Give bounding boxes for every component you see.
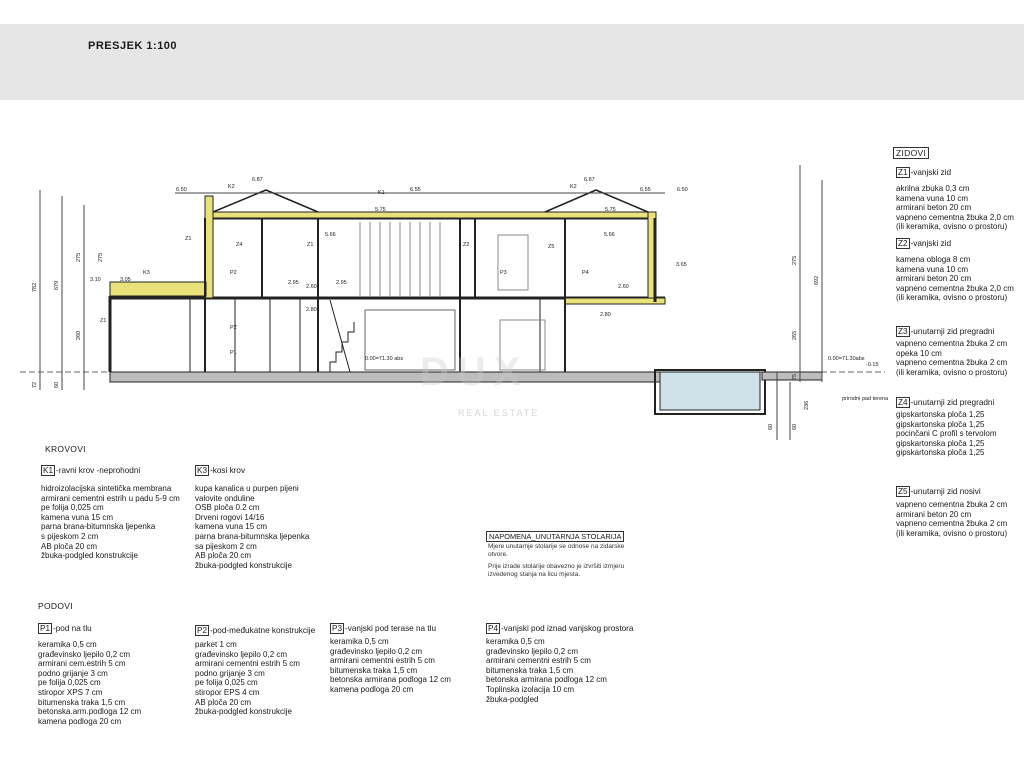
dim-label: 265 [792, 330, 798, 340]
layer-tag: P2 [230, 325, 237, 331]
dim-label: 275 [76, 252, 82, 262]
dim-label: 6.50 [677, 187, 688, 193]
layer-tag: K3 [143, 270, 150, 276]
layer-line: pe folija 0,025 cm [38, 678, 101, 688]
layer-block-p4 [486, 624, 633, 704]
note-line: otvore. [488, 551, 508, 558]
layer-line: žbuka-podgled konstrukcije [41, 551, 138, 561]
layer-code: Z2 [898, 239, 908, 248]
layer-line: vapneno cementna žbuka 2,0 cm [896, 283, 1014, 293]
dim-label: 3.65 [676, 262, 687, 268]
layer-line: pe folija 0,025 cm [41, 503, 104, 513]
pool [660, 372, 760, 410]
layer-tag: Z4 [236, 242, 243, 248]
level-label: -0.15 [866, 362, 879, 368]
layer-line: parket 1 cm [195, 640, 237, 649]
layer-line: žbuka-podgled konstrukcije [195, 707, 292, 717]
layer-title: -kosi krov [210, 466, 246, 475]
layer-tag: Z1 [100, 318, 107, 324]
layer-line: gipskartonska ploča 1,25 [896, 410, 985, 419]
layer-title: -pod na tlu [53, 624, 92, 633]
dim-label: 6.55 [640, 187, 651, 193]
layer-line: bitumenska traka 1,5 cm [486, 665, 574, 675]
layer-line: Drveni rogovi 14/16 [195, 512, 265, 522]
layer-line: AB ploča 20 cm [41, 541, 98, 551]
stair-rail [330, 300, 350, 372]
layer-title: -unutarnji zid pregradni [910, 398, 995, 407]
section-heading-krovovi: KROVOVI [45, 444, 86, 454]
insulation-k3 [110, 282, 206, 296]
layer-line: hidroizolacijska sintetička membrana [41, 484, 172, 493]
dim-label: 275 [792, 255, 798, 265]
layer-line: građevinsko ljepilo 0,2 cm [330, 646, 423, 656]
layer-block-k1 [41, 466, 180, 561]
dim-label: 236 [804, 400, 810, 410]
dim-label: 3.10 [90, 277, 101, 283]
dim-label: 2.95 [288, 280, 299, 286]
layer-block-z3 [896, 327, 1007, 377]
layer-line: bitumenska traka 1,5 cm [330, 665, 418, 675]
layer-line: žbuka-podgled konstrukcije [195, 560, 292, 570]
layer-tag: K2 [228, 184, 235, 190]
layer-code: Z5 [898, 487, 908, 496]
layer-line: armirani cem.estrih 5 cm [38, 659, 126, 669]
insulation-p4 [565, 298, 665, 304]
layer-title: -ravni krov -neprohodni [56, 466, 141, 475]
layer-line: keramika 0,5 cm [330, 637, 389, 646]
layer-line: kamena vuna 15 cm [195, 522, 268, 532]
layer-tag: Z1 [307, 242, 314, 248]
dim-label: 6.87 [252, 177, 263, 183]
layer-code: K1 [43, 466, 54, 475]
dim-label: 2.60 [618, 284, 629, 290]
layer-line: stiropor EPS 4 cm [195, 687, 260, 697]
layer-line: betonska armirana podloga 12 cm [330, 675, 451, 685]
dim-label: 260 [76, 330, 82, 340]
drawing-title: PRESJEK 1:100 [88, 40, 178, 52]
watermark-tagline: REAL ESTATE [458, 408, 540, 418]
level-label: prirodni pad terena [842, 396, 889, 402]
layer-code: Z4 [898, 398, 908, 407]
layer-line: parna brana-bitumnska ljepenka [195, 531, 310, 541]
layer-block-p3 [330, 624, 451, 695]
layer-line: kamena vuna 10 cm [896, 264, 969, 274]
stair [330, 322, 354, 372]
level-label: 0.00=71.30 abs [365, 356, 404, 362]
layer-block-p2 [195, 626, 315, 717]
layer-line: kamena obloga 8 cm [896, 255, 971, 264]
layer-title: -unutarnji zid nosivi [910, 487, 981, 496]
layer-title: -pod-međukatne konstrukcije [210, 626, 316, 635]
dim-label: 5.66 [604, 232, 615, 238]
layer-line: betonska.arm.podloga 12 cm [38, 707, 142, 717]
layer-line: vapneno cementna žbuka 2 cm [896, 358, 1008, 368]
layer-tag: Z2 [463, 242, 470, 248]
layer-block-z4 [896, 398, 996, 458]
dim-label: 60 [792, 423, 798, 430]
layer-line: akrilna zbuka 0,3 cm [896, 184, 970, 193]
layer-line: (ili keramika, ovisno o prostoru) [896, 367, 1008, 377]
dim-label: 2.60 [306, 284, 317, 290]
section-heading-podovi: PODOVI [38, 601, 73, 611]
layer-line: kamena vuna 10 cm [896, 193, 969, 203]
watermark-logo: DUX [420, 350, 529, 394]
layer-code: P1 [40, 624, 51, 633]
dim-label: 75 [792, 373, 798, 380]
layer-block-z2 [896, 239, 1014, 303]
layer-line: Toplinska izolacija 10 cm [486, 684, 575, 694]
layer-line: armirani cementni estrih 5 cm [330, 656, 435, 666]
note-line: izvedenog stanja na licu mjesta. [488, 571, 581, 578]
layer-line: bitumenska traka 1,5 cm [38, 697, 126, 707]
layer-line: vapneno cementna žbuka 2 cm [896, 519, 1008, 529]
dim-label: 5.66 [325, 232, 336, 238]
layer-tag: P2 [230, 270, 237, 276]
layer-line: gipskartonska ploča 1,25 [896, 448, 985, 458]
layer-line: opeka 10 cm [896, 348, 942, 358]
layer-line: betonska armirana podloga 12 cm [486, 675, 607, 685]
level-label: 0.00=71.30abs [828, 356, 865, 362]
layer-line: (ili keramika, ovisno o prostoru) [896, 222, 1008, 232]
layer-line: s pijeskom 2 cm [41, 531, 99, 541]
dim-label: 6.55 [410, 187, 421, 193]
layer-line: valovite onduline [195, 493, 255, 503]
layer-line: građevinsko ljepilo 0,2 cm [195, 649, 288, 659]
dim-label: 275 [98, 252, 104, 262]
layer-title: -vanjski pod terase na tlu [345, 624, 437, 633]
dim-label: 692 [814, 275, 820, 285]
layer-line: pe folija 0,025 cm [195, 678, 258, 688]
dim-label: 5.75 [375, 207, 386, 213]
layer-line: stiropor XPS 7 cm [38, 687, 103, 697]
layer-line: pocinčani C profil s tervolom [896, 429, 997, 439]
layer-code: K3 [197, 466, 208, 475]
layer-block-p1 [38, 624, 141, 726]
layer-line: AB ploča 20 cm [195, 551, 252, 561]
layer-tag: P4 [582, 270, 589, 276]
layer-line: armirani beton 20 cm [896, 203, 972, 213]
layer-tag: P3 [500, 270, 507, 276]
layer-line: podno grijanje 3 cm [195, 668, 265, 678]
layer-line: keramika 0,5 cm [38, 640, 97, 649]
layer-line: armirani beton 20 cm [896, 509, 972, 519]
layer-code: Z3 [898, 327, 908, 336]
layer-tag: K2 [570, 184, 577, 190]
layer-block-k3 [195, 466, 309, 570]
dim-label: 6.87 [584, 177, 595, 183]
layer-tag: Z1 [185, 236, 192, 242]
layer-line: vapneno cementna žbuka 2 cm [896, 339, 1008, 348]
layer-line: kupa kanalica u purpen pijeni [195, 484, 299, 493]
dim-label: 6.50 [176, 187, 187, 193]
layer-tag: Z5 [548, 244, 555, 250]
note-line: Prije izrade stolarije obavezno je izvršiti izmjeru [488, 563, 625, 570]
layer-line: vapneno cementna žbuka 2,0 cm [896, 212, 1014, 222]
dim-label: 5.75 [605, 207, 616, 213]
layer-line: armirani cementni estrih u padu 5-9 cm [41, 493, 180, 503]
layer-line: armirani beton 20 cm [896, 274, 972, 284]
door-upper [498, 235, 528, 290]
foundation-slab [110, 372, 665, 382]
layer-line: armirani cementni estrih 5 cm [195, 659, 300, 669]
layer-line: (ili keramika, ovisno o prostoru) [896, 293, 1008, 303]
layer-line: žbuka-podgled [486, 694, 539, 704]
layer-line: (ili keramika, ovisno o prostoru) [896, 528, 1008, 538]
layer-line: armirani cementni estrih 5 cm [486, 656, 591, 666]
dim-label: 2.80 [600, 312, 611, 318]
layer-line: kamena vuna 15 cm [41, 512, 114, 522]
layer-code: Z1 [898, 168, 908, 177]
layer-title: -vanjski zid [910, 239, 952, 248]
dim-label: 60 [768, 423, 774, 430]
layer-title: -vanjski pod iznad vanjskog prostora [501, 624, 634, 633]
layer-line: vapneno cementna žbuka 2 cm [896, 500, 1008, 509]
note-line: Mjere unutarnje stolarije se odnose na zidarske [488, 543, 625, 550]
layer-line: podno grijanje 3 cm [38, 668, 108, 678]
layer-line: gipskartonska ploča 1,25 [896, 419, 985, 429]
layer-line: parna brana-bitumnska ljepenka [41, 522, 156, 532]
layer-tag: P1 [230, 350, 237, 356]
layer-line: građevinsko ljepilo 0,2 cm [38, 649, 131, 659]
layer-tag: K1 [378, 190, 385, 196]
layer-line: kamena podloga 20 cm [38, 716, 122, 726]
layer-line: keramika 0,5 cm [486, 637, 545, 646]
layer-line: građevinsko ljepilo 0,2 cm [486, 646, 579, 656]
section-heading-zidovi: ZIDOVI [893, 147, 929, 159]
dim-label: 2.80 [306, 307, 317, 313]
layer-block-z1 [896, 168, 1014, 232]
layer-line: sa pijeskom 2 cm [195, 541, 257, 551]
dim-label: 60 [54, 381, 60, 388]
note-title: NAPOMENA_UNUTARNJA STOLARIJA [486, 531, 624, 542]
dim-label: 782 [32, 282, 38, 292]
layer-line: kamena podloga 20 cm [330, 684, 414, 694]
dim-label: 72 [32, 381, 38, 388]
layer-title: -vanjski zid [910, 168, 952, 177]
layer-code: P3 [332, 624, 343, 633]
layer-code: P4 [488, 624, 499, 633]
layer-title: -unutarnji zid pregradni [910, 327, 995, 336]
dim-label: 679 [54, 280, 60, 290]
dim-label: 2.95 [336, 280, 347, 286]
layer-block-z5 [896, 487, 1007, 538]
insulation-roof [213, 212, 655, 218]
layer-line: AB ploča 20 cm [195, 697, 252, 707]
layer-line: OSB ploča 0.2 cm [195, 503, 260, 513]
layer-line: gipskartonska ploča 1,25 [896, 438, 985, 448]
void-lines [360, 222, 440, 296]
layer-code: P2 [197, 626, 208, 635]
dim-label: 3.05 [120, 277, 131, 283]
